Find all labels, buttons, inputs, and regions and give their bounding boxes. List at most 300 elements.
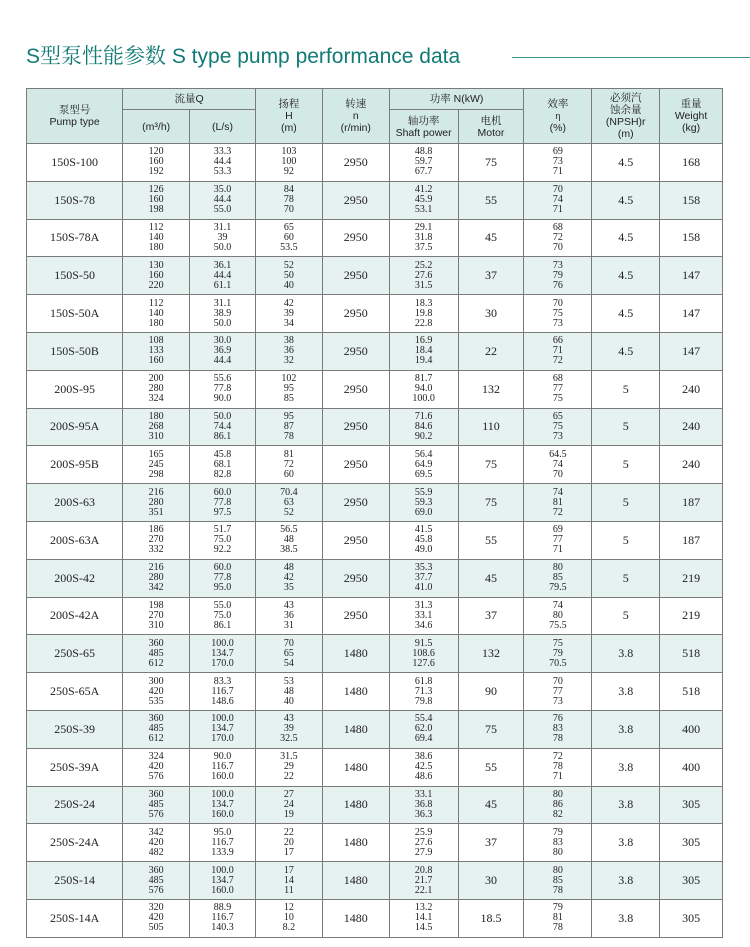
cell-shaft-power-value: 41.0 (414, 582, 433, 594)
cell-head-value: 53.5 (280, 241, 298, 253)
cell-flow-m3h (123, 370, 190, 408)
cell-shaft-power-value: 14.1 (414, 912, 433, 924)
cell-flow-m3h (123, 446, 190, 484)
cell-efficiency (524, 408, 592, 446)
cell-shaft-power-value: 56.4 (414, 448, 433, 460)
cell-flow-m3h-value: 576 (148, 808, 164, 820)
cell-efficiency-value: 76 (552, 713, 563, 725)
cell-shaft-power (389, 144, 458, 182)
cell-weight: 187 (660, 484, 723, 522)
cell-flow-ls (190, 446, 256, 484)
cell-head-value: 84 (283, 184, 294, 196)
cell-shaft-power-value: 22.8 (414, 317, 433, 329)
cell-flow-ls-value: 55.6 (213, 373, 232, 385)
cell-flow-ls-value: 133.9 (211, 846, 234, 858)
cell-efficiency-value: 78 (552, 884, 563, 896)
cell-shaft-power-value: 79.8 (414, 695, 433, 707)
cell-shaft-power (389, 824, 458, 862)
cell-flow-ls-value: 39 (217, 231, 228, 243)
cell-speed: 1480 (322, 710, 389, 748)
cell-speed: 2950 (322, 295, 389, 333)
cell-model: 250S-24 (27, 786, 123, 824)
cell-efficiency-value: 75 (552, 420, 563, 432)
cell-model: 200S-95B (27, 446, 123, 484)
cell-weight: 240 (660, 408, 723, 446)
cell-head-value: 14 (283, 874, 294, 886)
cell-flow-ls-value: 116.7 (211, 836, 234, 848)
cell-efficiency (524, 899, 592, 937)
col-speed: 转速 n (r/min) (322, 89, 389, 144)
cell-head-value: 56.5 (280, 524, 298, 536)
cell-flow-ls-value: 50.0 (213, 410, 232, 422)
cell-head (255, 332, 322, 370)
cell-flow-ls-value: 60.0 (213, 562, 232, 574)
table-row (27, 370, 723, 408)
cell-head-value: 65 (283, 647, 294, 659)
cell-weight: 168 (660, 144, 723, 182)
cell-head-value: 29 (283, 761, 294, 773)
table-row (27, 181, 723, 219)
cell-flow-ls-value: 44.4 (213, 355, 232, 367)
cell-flow-m3h-value: 112 (148, 297, 164, 309)
cell-efficiency-value: 79 (552, 269, 563, 281)
cell-flow-m3h-value: 342 (148, 826, 164, 838)
cell-efficiency-value: 75 (552, 393, 563, 405)
table-row (27, 332, 723, 370)
cell-model: 200S-63 (27, 484, 123, 522)
cell-flow-m3h (123, 786, 190, 824)
cell-motor: 45 (458, 786, 524, 824)
cell-shaft-power-value: 67.7 (414, 166, 433, 178)
cell-efficiency-value: 73 (552, 317, 563, 329)
cell-weight: 187 (660, 521, 723, 559)
cell-shaft-power-value: 91.5 (414, 637, 433, 649)
cell-npsh: 5 (592, 370, 660, 408)
cell-efficiency (524, 597, 592, 635)
cell-flow-m3h (123, 673, 190, 711)
cell-shaft-power-value: 14.5 (414, 922, 433, 934)
cell-head-value: 92 (283, 166, 294, 178)
cell-efficiency-value: 70 (552, 675, 563, 687)
cell-flow-m3h (123, 559, 190, 597)
cell-weight: 305 (660, 899, 723, 937)
cell-flow-ls-value: 50.0 (213, 317, 232, 329)
cell-efficiency-value: 71 (552, 204, 563, 216)
cell-head-value: 103 (281, 146, 297, 158)
cell-flow-ls-value: 170.0 (211, 657, 234, 669)
cell-flow-m3h-value: 186 (148, 524, 164, 536)
cell-head-value: 48 (283, 534, 294, 546)
cell-model: 250S-14A (27, 899, 123, 937)
cell-flow-ls-value: 36.9 (213, 345, 232, 357)
table-row (27, 597, 723, 635)
cell-flow-m3h (123, 710, 190, 748)
cell-flow-ls (190, 408, 256, 446)
cell-motor: 45 (458, 219, 524, 257)
cell-flow-m3h-value: 310 (148, 619, 164, 631)
cell-head-value: 43 (283, 713, 294, 725)
col-model: 泵型号 Pump type (27, 89, 123, 144)
cell-shaft-power-value: 55.4 (414, 713, 433, 725)
cell-model: 250S-39A (27, 748, 123, 786)
cell-head (255, 559, 322, 597)
cell-npsh: 3.8 (592, 710, 660, 748)
cell-flow-ls (190, 295, 256, 333)
cell-head-value: 12 (283, 902, 294, 914)
cell-efficiency-value: 73 (552, 430, 563, 442)
cell-efficiency (524, 181, 592, 219)
table-row (27, 219, 723, 257)
cell-shaft-power-value: 34.6 (414, 619, 433, 631)
cell-flow-m3h-value: 360 (148, 713, 164, 725)
cell-efficiency-value: 80 (552, 562, 563, 574)
cell-shaft-power-value: 45.8 (414, 534, 433, 546)
cell-motor: 132 (458, 370, 524, 408)
cell-shaft-power-value: 37.7 (414, 572, 433, 584)
cell-flow-ls-value: 82.8 (213, 468, 232, 480)
cell-shaft-power-value: 35.3 (414, 562, 433, 574)
cell-motor: 55 (458, 748, 524, 786)
cell-speed: 2950 (322, 521, 389, 559)
cell-motor: 55 (458, 181, 524, 219)
cell-efficiency (524, 144, 592, 182)
cell-flow-ls-value: 30.0 (213, 335, 232, 347)
cell-shaft-power-value: 27.6 (414, 836, 433, 848)
cell-flow-m3h-value: 485 (148, 647, 164, 659)
cell-flow-m3h-value: 320 (148, 902, 164, 914)
cell-efficiency-value: 73 (552, 156, 563, 168)
cell-flow-ls-value: 148.6 (211, 695, 234, 707)
cell-flow-m3h-value: 220 (148, 279, 164, 291)
cell-head-value: 48 (283, 685, 294, 697)
cell-flow-m3h-value: 216 (148, 486, 164, 498)
cell-weight: 158 (660, 219, 723, 257)
cell-flow-m3h-value: 130 (148, 259, 164, 271)
cell-head-value: 70.4 (280, 486, 298, 498)
cell-flow-m3h-value: 245 (148, 458, 164, 470)
cell-flow-ls-value: 31.1 (213, 221, 232, 233)
cell-flow-ls-value: 90.0 (213, 751, 232, 763)
cell-shaft-power-value: 59.7 (414, 156, 433, 168)
cell-efficiency-value: 71 (552, 345, 563, 357)
cell-shaft-power-value: 69.5 (414, 468, 433, 480)
cell-head-value: 95 (283, 410, 294, 422)
cell-flow-ls (190, 786, 256, 824)
cell-shaft-power-value: 108.6 (412, 647, 435, 659)
cell-flow-m3h-value: 351 (148, 506, 164, 518)
cell-flow-ls-value: 97.5 (213, 506, 232, 518)
cell-flow-m3h-value: 200 (148, 373, 164, 385)
cell-flow-ls (190, 862, 256, 900)
cell-flow-m3h-value: 140 (148, 231, 164, 243)
cell-speed: 1480 (322, 635, 389, 673)
cell-flow-m3h-value: 192 (148, 166, 164, 178)
col-flow-m3h: (m³/h) (123, 110, 190, 144)
col-flow: 流量Q (123, 89, 256, 110)
cell-motor: 75 (458, 144, 524, 182)
col-efficiency: 效率 η (%) (524, 89, 592, 144)
cell-head-value: 48 (283, 562, 294, 574)
cell-flow-ls-value: 116.7 (211, 685, 234, 697)
cell-motor: 30 (458, 295, 524, 333)
cell-flow-ls-value: 53.3 (213, 166, 232, 178)
cell-flow-ls (190, 597, 256, 635)
cell-shaft-power (389, 635, 458, 673)
cell-flow-m3h-value: 126 (148, 184, 164, 196)
cell-head-value: 70 (283, 637, 294, 649)
col-motor: 电机 Motor (458, 110, 524, 144)
cell-speed: 2950 (322, 332, 389, 370)
cell-efficiency (524, 710, 592, 748)
cell-motor: 90 (458, 673, 524, 711)
cell-flow-m3h-value: 140 (148, 307, 164, 319)
table-header (27, 89, 723, 144)
cell-shaft-power-value: 25.9 (414, 826, 433, 838)
cell-motor: 30 (458, 862, 524, 900)
cell-flow-m3h-value: 270 (148, 534, 164, 546)
cell-head (255, 219, 322, 257)
cell-flow-m3h (123, 295, 190, 333)
cell-flow-m3h-value: 485 (148, 874, 164, 886)
cell-flow-m3h-value: 612 (148, 657, 164, 669)
cell-efficiency-value: 74 (552, 486, 563, 498)
cell-npsh: 4.5 (592, 295, 660, 333)
cell-head (255, 786, 322, 824)
cell-efficiency-value: 74 (552, 458, 563, 470)
cell-flow-ls-value: 31.1 (213, 297, 232, 309)
cell-model: 250S-14 (27, 862, 123, 900)
cell-flow-m3h-value: 108 (148, 335, 164, 347)
cell-flow-ls-value: 88.9 (213, 902, 232, 914)
cell-efficiency-value: 65 (552, 410, 563, 422)
cell-head-value: 65 (283, 221, 294, 233)
cell-weight: 518 (660, 673, 723, 711)
cell-efficiency (524, 219, 592, 257)
cell-flow-ls-value: 86.1 (213, 619, 232, 631)
cell-efficiency-value: 78 (552, 761, 563, 773)
cell-shaft-power (389, 862, 458, 900)
cell-head (255, 370, 322, 408)
cell-speed: 2950 (322, 446, 389, 484)
cell-shaft-power (389, 786, 458, 824)
cell-motor: 37 (458, 824, 524, 862)
cell-weight: 400 (660, 710, 723, 748)
cell-flow-m3h-value: 505 (148, 922, 164, 934)
cell-flow-m3h-value: 420 (148, 836, 164, 848)
cell-efficiency-value: 79 (552, 647, 563, 659)
cell-flow-m3h (123, 408, 190, 446)
cell-npsh: 3.8 (592, 824, 660, 862)
cell-npsh: 4.5 (592, 332, 660, 370)
cell-model: 200S-42A (27, 597, 123, 635)
cell-efficiency-value: 83 (552, 723, 563, 735)
cell-shaft-power-value: 27.9 (414, 846, 433, 858)
cell-shaft-power-value: 62.0 (414, 723, 433, 735)
cell-flow-ls-value: 160.0 (211, 884, 234, 896)
cell-flow-m3h-value: 485 (148, 798, 164, 810)
cell-model: 200S-63A (27, 521, 123, 559)
cell-head-value: 31 (283, 619, 294, 631)
cell-head (255, 257, 322, 295)
cell-npsh: 3.8 (592, 786, 660, 824)
cell-npsh: 3.8 (592, 673, 660, 711)
cell-flow-m3h-value: 576 (148, 771, 164, 783)
cell-shaft-power-value: 71.3 (414, 685, 433, 697)
cell-flow-m3h-value: 612 (148, 733, 164, 745)
cell-flow-ls (190, 332, 256, 370)
table-row (27, 824, 723, 862)
cell-shaft-power (389, 295, 458, 333)
cell-flow-m3h-value: 324 (148, 393, 164, 405)
cell-head-value: 32 (283, 355, 294, 367)
cell-flow-m3h-value: 420 (148, 685, 164, 697)
cell-efficiency-value: 71 (552, 771, 563, 783)
cell-flow-m3h-value: 482 (148, 846, 164, 858)
cell-head (255, 635, 322, 673)
cell-flow-ls-value: 134.7 (211, 798, 234, 810)
cell-model: 150S-78A (27, 219, 123, 257)
cell-flow-m3h-value: 198 (148, 599, 164, 611)
cell-flow-m3h-value: 198 (148, 204, 164, 216)
cell-head-value: 63 (283, 496, 294, 508)
cell-head (255, 710, 322, 748)
cell-efficiency-value: 73 (552, 695, 563, 707)
cell-efficiency-value: 68 (552, 373, 563, 385)
cell-efficiency-value: 79 (552, 826, 563, 838)
cell-head-value: 17 (283, 846, 294, 858)
cell-speed: 1480 (322, 899, 389, 937)
cell-flow-ls-value: 44.4 (213, 269, 232, 281)
cell-speed: 2950 (322, 257, 389, 295)
cell-weight: 240 (660, 446, 723, 484)
cell-head-value: 52 (283, 506, 294, 518)
cell-shaft-power (389, 484, 458, 522)
cell-weight: 147 (660, 257, 723, 295)
cell-flow-ls (190, 559, 256, 597)
cell-motor: 132 (458, 635, 524, 673)
cell-flow-m3h (123, 899, 190, 937)
table-row (27, 748, 723, 786)
cell-speed: 2950 (322, 408, 389, 446)
cell-weight: 518 (660, 635, 723, 673)
cell-efficiency-value: 71 (552, 544, 563, 556)
cell-weight: 240 (660, 370, 723, 408)
cell-flow-ls-value: 116.7 (211, 761, 234, 773)
cell-flow-ls-value: 55.0 (213, 599, 232, 611)
cell-head (255, 748, 322, 786)
table-row (27, 484, 723, 522)
cell-shaft-power-value: 69.0 (414, 506, 433, 518)
cell-flow-m3h-value: 112 (148, 221, 164, 233)
cell-efficiency-value: 69 (552, 146, 563, 158)
cell-shaft-power-value: 49.0 (414, 544, 433, 556)
cell-model: 200S-42 (27, 559, 123, 597)
cell-shaft-power-value: 31.8 (414, 231, 433, 243)
cell-shaft-power (389, 521, 458, 559)
cell-head (255, 862, 322, 900)
cell-motor: 75 (458, 484, 524, 522)
cell-shaft-power-value: 20.8 (414, 864, 433, 876)
cell-flow-m3h-value: 160 (148, 156, 164, 168)
cell-efficiency (524, 257, 592, 295)
cell-head-value: 95 (283, 383, 294, 395)
table-row (27, 710, 723, 748)
cell-shaft-power-value: 18.4 (414, 345, 433, 357)
cell-flow-m3h-value: 576 (148, 884, 164, 896)
cell-flow-m3h (123, 219, 190, 257)
cell-flow-ls-value: 44.4 (213, 194, 232, 206)
cell-flow-ls-value: 75.0 (213, 609, 232, 621)
cell-flow-ls (190, 824, 256, 862)
cell-npsh: 3.8 (592, 899, 660, 937)
cell-head-value: 17 (283, 864, 294, 876)
cell-npsh: 4.5 (592, 181, 660, 219)
cell-shaft-power-value: 25.2 (414, 259, 433, 271)
cell-motor: 22 (458, 332, 524, 370)
cell-shaft-power-value: 127.6 (412, 657, 435, 669)
cell-efficiency-value: 79 (552, 902, 563, 914)
cell-shaft-power-value: 16.9 (414, 335, 433, 347)
table-row (27, 559, 723, 597)
cell-efficiency-value: 70 (552, 468, 563, 480)
cell-shaft-power (389, 899, 458, 937)
cell-efficiency-value: 76 (552, 279, 563, 291)
table-row (27, 446, 723, 484)
cell-shaft-power-value: 18.3 (414, 297, 433, 309)
cell-efficiency-value: 78 (552, 733, 563, 745)
cell-weight: 305 (660, 786, 723, 824)
cell-efficiency-value: 75 (552, 307, 563, 319)
cell-head (255, 899, 322, 937)
cell-head-value: 27 (283, 788, 294, 800)
cell-efficiency-value: 74 (552, 599, 563, 611)
cell-flow-ls (190, 748, 256, 786)
cell-efficiency-value: 71 (552, 166, 563, 178)
cell-flow-ls (190, 257, 256, 295)
cell-flow-m3h (123, 862, 190, 900)
cell-efficiency (524, 635, 592, 673)
cell-flow-ls-value: 45.8 (213, 448, 232, 460)
cell-flow-ls-value: 50.0 (213, 241, 232, 253)
cell-flow-ls-value: 100.0 (211, 788, 234, 800)
cell-flow-ls (190, 144, 256, 182)
cell-flow-ls-value: 170.0 (211, 733, 234, 745)
cell-head-value: 52 (283, 259, 294, 271)
cell-shaft-power (389, 219, 458, 257)
cell-npsh: 4.5 (592, 257, 660, 295)
cell-shaft-power-value: 33.1 (414, 609, 433, 621)
cell-head (255, 824, 322, 862)
cell-efficiency-value: 75.5 (549, 619, 567, 631)
cell-flow-m3h-value: 160 (148, 194, 164, 206)
cell-efficiency (524, 559, 592, 597)
cell-flow-m3h-value: 133 (148, 345, 164, 357)
cell-weight: 147 (660, 332, 723, 370)
cell-flow-ls-value: 38.9 (213, 307, 232, 319)
cell-head-value: 42 (283, 572, 294, 584)
cell-efficiency-value: 85 (552, 572, 563, 584)
cell-shaft-power (389, 181, 458, 219)
cell-weight: 400 (660, 748, 723, 786)
cell-flow-ls-value: 134.7 (211, 647, 234, 659)
cell-speed: 2950 (322, 370, 389, 408)
cell-flow-m3h (123, 748, 190, 786)
cell-efficiency-value: 81 (552, 496, 563, 508)
cell-shaft-power-value: 42.5 (414, 761, 433, 773)
cell-shaft-power (389, 446, 458, 484)
cell-flow-m3h-value: 216 (148, 562, 164, 574)
cell-head-value: 32.5 (280, 733, 298, 745)
